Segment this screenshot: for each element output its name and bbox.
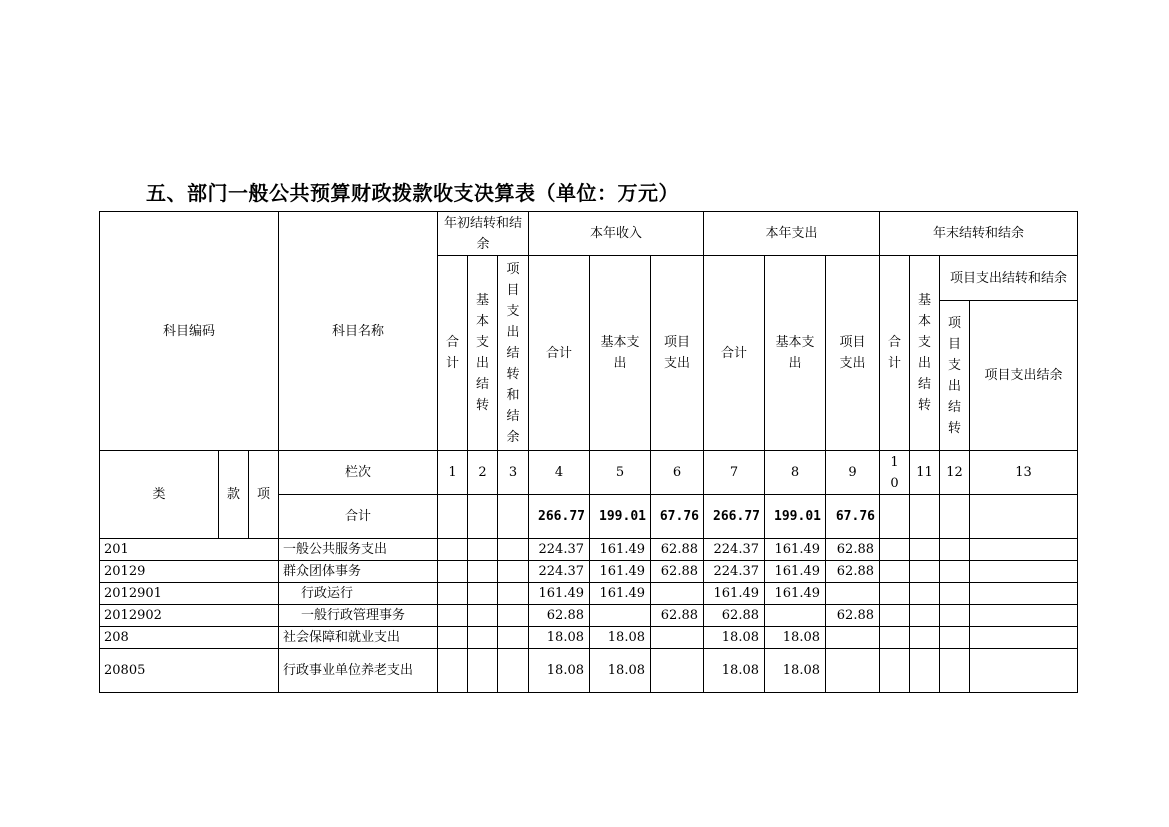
row-code: 201 (100, 539, 279, 561)
row-value (651, 649, 704, 693)
row-value (765, 605, 826, 627)
header-begin-project-label: 项目支出结转和结余 (506, 261, 520, 445)
row-value (880, 583, 910, 605)
table-row (100, 583, 1078, 605)
row-name: 一般行政管理事务 (279, 605, 438, 627)
row-value (910, 561, 940, 583)
header-end-basic-label: 基本支出结转 (918, 293, 932, 413)
row-value (438, 539, 468, 561)
column-number: 6 (651, 451, 704, 495)
total-cell: 266.77 (704, 495, 765, 539)
row-value (468, 583, 498, 605)
row-value (651, 583, 704, 605)
table-row (100, 605, 1078, 627)
row-name: 社会保障和就业支出 (279, 627, 438, 649)
row-value (970, 583, 1078, 605)
row-value (468, 627, 498, 649)
total-row-label: 合计 (279, 495, 438, 539)
row-value (826, 583, 880, 605)
row-value: 161.49 (765, 539, 826, 561)
column-number-10: 10 (890, 454, 899, 491)
row-value (970, 627, 1078, 649)
row-value (438, 627, 468, 649)
header-lei: 类 (100, 451, 219, 539)
header-begin-total-label: 合计 (446, 335, 460, 371)
row-value: 18.08 (529, 627, 590, 649)
header-subject-name: 科目名称 (279, 212, 438, 451)
row-value (970, 561, 1078, 583)
row-value (880, 539, 910, 561)
row-value: 161.49 (765, 583, 826, 605)
row-value (880, 605, 910, 627)
row-value (940, 583, 970, 605)
table-row (100, 649, 1078, 693)
row-value: 62.88 (651, 539, 704, 561)
header-expense-group: 本年支出 (704, 212, 880, 256)
header-subject-code: 科目编码 (100, 212, 279, 451)
total-cell (468, 495, 498, 539)
row-value: 18.08 (704, 649, 765, 693)
total-cell: 67.76 (651, 495, 704, 539)
row-value: 18.08 (590, 627, 651, 649)
row-value: 62.88 (826, 561, 880, 583)
header-income-total: 合计 (529, 256, 590, 451)
total-cell: 67.76 (826, 495, 880, 539)
header-end-total (880, 256, 910, 451)
row-value (498, 583, 529, 605)
column-number: 9 (826, 451, 880, 495)
row-code: 20805 (100, 649, 279, 693)
row-value (438, 583, 468, 605)
column-no-label: 栏次 (279, 451, 438, 495)
total-cell: 199.01 (590, 495, 651, 539)
row-value (910, 627, 940, 649)
row-value (468, 649, 498, 693)
header-expense-project-label: 项目支出 (839, 335, 866, 371)
page-title: 五、部门一般公共预算财政拨款收支决算表（单位：万元） (146, 181, 679, 205)
header-xiang: 项 (249, 451, 279, 539)
row-value (826, 649, 880, 693)
column-number: 13 (970, 451, 1078, 495)
header-expense-project (826, 256, 880, 451)
header-end-project-carry (940, 301, 970, 451)
header-income-project-label: 项目支出 (663, 335, 690, 371)
row-value (940, 627, 970, 649)
row-value (826, 627, 880, 649)
table-row (100, 539, 1078, 561)
row-value (438, 561, 468, 583)
column-number: 11 (910, 451, 940, 495)
row-code: 20129 (100, 561, 279, 583)
column-number: 5 (590, 451, 651, 495)
total-cell (940, 495, 970, 539)
row-value (970, 649, 1078, 693)
total-cell (910, 495, 940, 539)
row-value (910, 583, 940, 605)
header-begin-group-label: 年初结转和结余 (444, 215, 523, 252)
row-value (880, 649, 910, 693)
column-number: 12 (940, 451, 970, 495)
total-cell: 199.01 (765, 495, 826, 539)
header-end-project-carry-label: 项目支出结转 (948, 315, 962, 436)
row-value: 18.08 (765, 627, 826, 649)
row-code: 208 (100, 627, 279, 649)
row-value (880, 561, 910, 583)
row-value: 18.08 (529, 649, 590, 693)
total-cell: 266.77 (529, 495, 590, 539)
header-end-project-group-label: 项目支出结转和结余 (950, 270, 1068, 286)
row-value: 62.88 (651, 605, 704, 627)
row-value (910, 605, 940, 627)
row-value (970, 605, 1078, 627)
row-value: 224.37 (704, 561, 765, 583)
row-value: 62.88 (704, 605, 765, 627)
header-end-total-label: 合计 (888, 335, 902, 371)
row-value: 62.88 (826, 539, 880, 561)
header-end-basic (910, 256, 940, 451)
row-value: 161.49 (590, 539, 651, 561)
row-value: 62.88 (651, 561, 704, 583)
row-value (940, 649, 970, 693)
row-name: 群众团体事务 (279, 561, 438, 583)
header-income-basic-label: 基本支出 (600, 335, 640, 371)
header-income-group: 本年收入 (529, 212, 704, 256)
row-value (468, 605, 498, 627)
column-number: 3 (498, 451, 529, 495)
total-cell (880, 495, 910, 539)
header-expense-basic-label: 基本支出 (775, 335, 815, 371)
header-end-group: 年末结转和结余 (880, 212, 1078, 256)
header-income-project (651, 256, 704, 451)
column-number (880, 451, 910, 495)
header-begin-basic (468, 256, 498, 451)
column-number: 1 (438, 451, 468, 495)
row-value: 224.37 (704, 539, 765, 561)
column-number: 2 (468, 451, 498, 495)
header-expense-total: 合计 (704, 256, 765, 451)
row-value (468, 561, 498, 583)
row-value: 224.37 (529, 561, 590, 583)
row-value: 62.88 (826, 605, 880, 627)
header-begin-project (498, 256, 529, 451)
column-number: 4 (529, 451, 590, 495)
header-kuan: 款 (219, 451, 249, 539)
row-value (498, 539, 529, 561)
total-cell (970, 495, 1078, 539)
total-cell (438, 495, 468, 539)
row-code: 2012901 (100, 583, 279, 605)
header-income-basic (590, 256, 651, 451)
row-value: 161.49 (529, 583, 590, 605)
row-value: 18.08 (704, 627, 765, 649)
row-name: 行政运行 (279, 583, 438, 605)
table-row (100, 627, 1078, 649)
row-value (438, 649, 468, 693)
header-begin-total (438, 256, 468, 451)
row-value (498, 627, 529, 649)
row-name: 一般公共服务支出 (279, 539, 438, 561)
header-end-project-group (940, 256, 1078, 301)
row-value (438, 605, 468, 627)
column-number: 8 (765, 451, 826, 495)
row-value (880, 627, 910, 649)
row-code: 2012902 (100, 605, 279, 627)
row-value (590, 605, 651, 627)
header-end-project-surplus: 项目支出结余 (970, 301, 1078, 451)
total-cell (498, 495, 529, 539)
table-row (100, 561, 1078, 583)
row-value (498, 605, 529, 627)
row-value (940, 539, 970, 561)
row-value (468, 539, 498, 561)
row-value: 62.88 (529, 605, 590, 627)
row-value (498, 649, 529, 693)
header-begin-basic-label: 基本支出结转 (476, 293, 490, 413)
row-value (970, 539, 1078, 561)
row-value: 161.49 (704, 583, 765, 605)
budget-table (99, 211, 1078, 693)
row-value (910, 649, 940, 693)
row-value: 161.49 (765, 561, 826, 583)
header-expense-basic (765, 256, 826, 451)
row-value: 161.49 (590, 583, 651, 605)
row-value: 161.49 (590, 561, 651, 583)
row-value: 18.08 (590, 649, 651, 693)
row-name: 行政事业单位养老支出 (279, 649, 438, 693)
row-value: 18.08 (765, 649, 826, 693)
header-begin-group (438, 212, 529, 256)
row-value (651, 627, 704, 649)
row-value (498, 561, 529, 583)
row-value: 224.37 (529, 539, 590, 561)
row-value (940, 561, 970, 583)
row-value (940, 605, 970, 627)
row-value (910, 539, 940, 561)
column-number: 7 (704, 451, 765, 495)
